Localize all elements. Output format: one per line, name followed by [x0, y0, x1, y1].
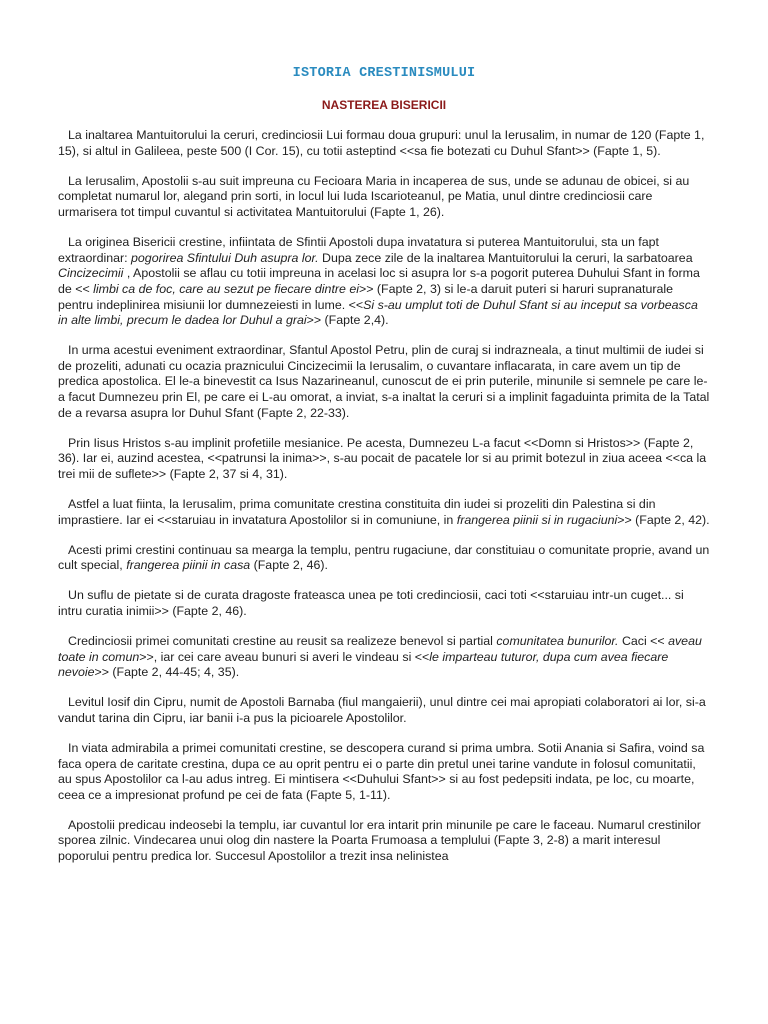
paragraph: [58, 235, 710, 329]
text-run: >> (Fapte 2, 42).: [617, 512, 710, 527]
text-run: >> (Fapte 2, 44-45; 4, 35).: [94, 665, 240, 680]
text-run: La originea Bisericii crestine, infiintata de Sfintii Apostoli dupa invatatura si puterea Mantuitorului, sta un fapt extraordinar:: [58, 235, 659, 265]
paragraph: [58, 436, 710, 483]
text-run: La inaltarea Mantuitorului la ceruri, credinciosii Lui formau doua grupuri: unul la Ierusalim, in numar de 120 (Fapte 1, 15), si altul in Galileea, peste 500 (I Cor. 15), cu totii asteptind <<sa fie botezati cu Duhul Sfant>> (Fapte 1, 5).: [58, 128, 705, 158]
italic-text: Cincizecimii: [58, 266, 124, 281]
text-run: >>, iar cei care aveau bunuri si averi le vindeau si <<: [139, 649, 430, 664]
document-title: ISTORIA CRESTINISMULUI: [292, 66, 476, 81]
document-page: [58, 62, 710, 962]
text-run: La Ierusalim, Apostolii s-au suit impreuna cu Fecioara Maria in incaperea de sus, unde se adunau de obicei, si au completat numarul lor, alegand prin sorti, in locul lui Iuda Iscarioteanul, pe Matia, unul dintre credinciosii care urmarisera tot timpul cuvantul si activitatea Mantuitorului (Fapte 1, 26).: [58, 173, 690, 220]
paragraph: [58, 634, 710, 681]
document-body: [58, 128, 710, 864]
paragraph: [58, 343, 710, 421]
italic-text: le imparteau tuturor, dupa cum avea fiecare nevoie: [58, 649, 669, 680]
paragraph: [58, 128, 710, 159]
paragraph: [58, 174, 710, 221]
text-run: Dupa zece zile de la inaltarea Mantuitorului la ceruri, la sarbatoarea: [318, 250, 693, 265]
italic-text: frangerea piinii si in rugaciuni: [456, 512, 618, 527]
text-run: Levitul Iosif din Cipru, numit de Apostoli Barnaba (fiul mangaierii), unul dintre cei mai apropiati colaboratori ai lor, si-a vandut tarina din Cipru, iar banii i-a pus la picioarele Apostolilor.: [58, 695, 706, 725]
text-run: Acesti primi crestini continuau sa mearga la templu, pentru rugaciune, dar constituiau o comunitate proprie, avand un cult special,: [58, 542, 710, 573]
paragraph: [58, 497, 710, 528]
text-run: Prin Iisus Hristos s-au implinit profetiile mesianice. Pe acesta, Dumnezeu L-a facut <<Domn si Hristos>> (Fapte 2, 36). Iar ei, auzind acestea, <<patrunsi la inima>>, s-au pocait de pacatele lor si au primit botezul in ziua aceea <<ca la trei mii de suflete>> (Fapte 2, 37 si 4, 31).: [58, 435, 707, 481]
text-run: Credinciosii primei comunitati crestine au reusit sa realizeze benevol si partial: [68, 634, 497, 649]
text-run: Astfel a luat fiinta, la Ierusalim, prima comunitate crestina constituita din iudei si prozeliti din Palestina si din imprastiere. Iar ei <<staruiau in invatatura Apostolilor si in comuniune, in: [58, 496, 656, 527]
paragraph: [58, 588, 710, 619]
paragraph: [58, 543, 710, 574]
text-run: Apostolii predicau indeosebi la templu, iar cuvantul lor era intarit prin minunile pe care le faceau. Numarul crestinilor sporea zilnic. Vindecarea unui olog din nastere la Poarta Frumoasa a templului (Fapte 3, 2-8) a marit interesul poporului pentru predica lor. Succesul Apostolilor a trezit insa nelinistea: [58, 817, 701, 864]
paragraph: [58, 741, 710, 803]
italic-text: frangerea piinii in casa: [126, 558, 251, 573]
text-run: >> (Fapte 2,4).: [306, 313, 389, 328]
italic-text: pogorirea Sfintului Duh asupra lor.: [131, 250, 319, 265]
paragraph: [58, 695, 710, 726]
text-run: In urma acestui eveniment extraordinar, Sfantul Apostol Petru, plin de curaj si indrazneala, a tinut multimii de iudei si de prozeliti, adunati cu ocazia praznicului Cincizecimii la Ierusalim, o cuvantare inflacarata, in care avem un tip de predica apostolica. El le-a binevestit ca Isus Nazarineanul, cunoscut de ei prin puterile, minunile si semnele pe care le-a facut Dumnezeu prin El, pe care ei L-au omorat, a inviat, s-a inaltat la ceruri si a implinit fagaduinta primita de la Tatal de a revarsa asupra lor Duhul Sfant (Fapte 2, 22-33).: [58, 343, 710, 420]
italic-text: limbi ca de foc, care au sezut pe fiecare dintre ei: [93, 281, 359, 296]
text-run: (Fapte 2, 46).: [250, 558, 328, 573]
text-run: Caci <<: [618, 634, 669, 649]
text-run: , Apostolii se aflau cu totii impreuna in acelasi loc si asupra lor s-a pogorit puterea Duhului Sfant in forma de <<: [58, 266, 700, 296]
italic-text: Si s-au umplut toti de Duhul Sfant si au inceput sa vorbeasca in alte limbi, precum le dadea lor Duhul a grai: [58, 297, 698, 328]
paragraph: [58, 818, 710, 865]
text-run: >> (Fapte 2, 3) si le-a daruit puteri si haruri supranaturale pentru indeplinirea misiunii lor dumnezeiesti in lume. <<: [58, 281, 674, 312]
italic-text: comunitatea bunurilor.: [496, 634, 619, 649]
text-run: In viata admirabila a primei comunitati crestine, se descopera curand si prima umbra. Sotii Anania si Safira, voind sa faca opera de caritate crestina, dupa ce au oprit pentru ei o parte din pretul unei tarine vandute in folosul comunitatii, au spus Apostolilor ca l-au adus intreg. Ei mintisera <<Duhului Sfant>> si au fost pedepsiti indata, pe loc, cu moarte, ceea ce a impresionat profund pe cei de fata (Fapte 5, 1-11).: [58, 741, 705, 802]
section-heading: NASTEREA BISERICII: [321, 97, 447, 112]
italic-text: aveau toate in comun: [58, 634, 702, 664]
text-run: Un suflu de pietate si de curata dragoste frateasca unea pe toti credinciosii, caci toti <<staruiau intr-un cuget... si intru curatia inimii>> (Fapte 2, 46).: [58, 588, 684, 618]
